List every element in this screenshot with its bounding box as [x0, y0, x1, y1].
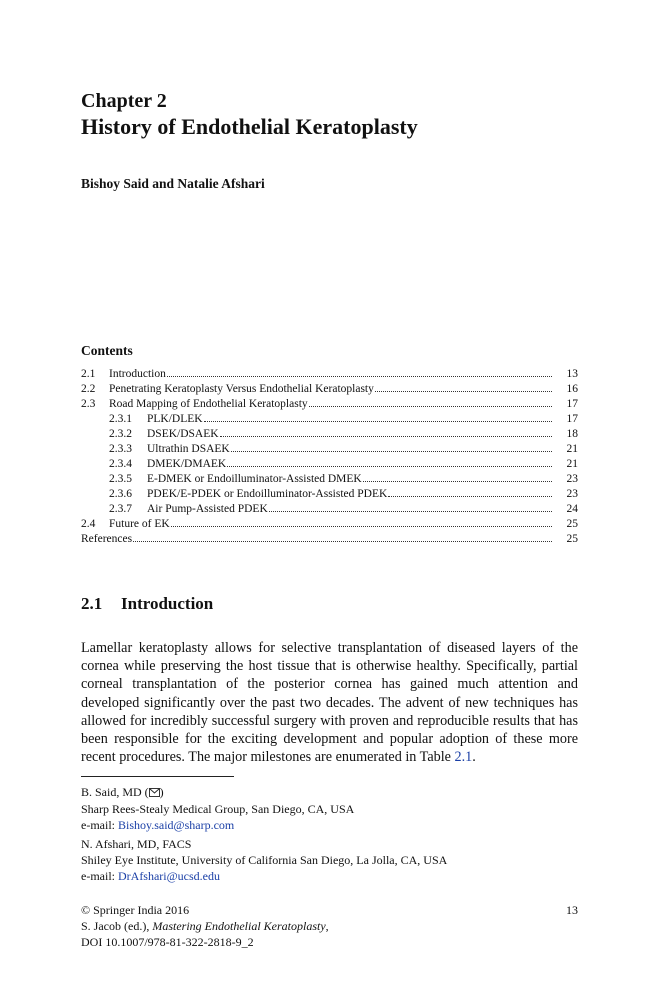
toc-number: 2.3.5: [109, 473, 132, 485]
toc-page: 18: [566, 428, 578, 440]
section-heading: [81, 594, 213, 614]
table-of-contents: [81, 367, 578, 547]
toc-title: Future of EK: [109, 518, 170, 530]
toc-title: References: [81, 533, 133, 545]
toc-number: 2.2: [81, 383, 96, 395]
toc-number: 2.1: [81, 368, 96, 380]
toc-number: 2.3.4: [109, 458, 132, 470]
toc-leader-dots: [269, 511, 552, 512]
toc-title: PLK/DLEK: [147, 413, 203, 425]
toc-title: PDEK/E-PDEK or Endoilluminator-Assisted PDEK: [147, 488, 388, 500]
affiliation-afshari: [81, 836, 447, 884]
chapter-authors: Bishoy Said and Natalie Afshari: [81, 176, 265, 191]
toc-page: 13: [566, 368, 578, 380]
section-number: 2.1: [81, 594, 103, 613]
copyright: © Springer India 2016: [81, 903, 190, 917]
email-label: e-mail:: [81, 869, 118, 883]
toc-number: 2.3.6: [109, 488, 132, 500]
section-title: Introduction: [121, 594, 214, 613]
toc-number: 2.3.2: [109, 428, 132, 440]
paragraph-end: .: [472, 749, 476, 766]
editor: S. Jacob (ed.),: [81, 919, 153, 933]
toc-title: E-DMEK or Endoilluminator-Assisted DMEK: [147, 473, 362, 485]
toc-entry[interactable]: [81, 502, 578, 517]
toc-entry[interactable]: [81, 442, 578, 457]
page-footer: [81, 902, 578, 950]
email-link[interactable]: DrAfshari@ucsd.edu: [117, 869, 221, 883]
book-title: Mastering Endothelial Keratoplasty: [152, 919, 326, 933]
toc-title: DSEK/DSAEK: [147, 428, 219, 440]
table-reference-link[interactable]: 2.1: [454, 749, 473, 766]
author-organization: Shiley Eye Institute, University of California San Diego, La Jolla, CA, USA: [81, 853, 448, 867]
toc-leader-dots: [363, 481, 552, 482]
envelope-icon: [149, 785, 160, 801]
toc-leader-dots: [375, 391, 552, 392]
toc-entry-references[interactable]: [81, 532, 578, 547]
footnote-rule: [81, 776, 234, 777]
toc-leader-dots: [388, 496, 552, 497]
toc-page: 21: [566, 458, 578, 470]
doi: DOI 10.1007/978-81-322-2818-9_2: [81, 935, 254, 949]
toc-number: 2.3.1: [109, 413, 132, 425]
toc-entry[interactable]: [81, 397, 578, 412]
toc-entry[interactable]: [81, 412, 578, 427]
toc-entry[interactable]: [81, 457, 578, 472]
toc-leader-dots: [220, 436, 552, 437]
page-number: 13: [566, 903, 578, 917]
email-label: e-mail:: [81, 818, 118, 832]
toc-page: 17: [566, 398, 578, 410]
toc-page: 23: [566, 488, 578, 500]
toc-leader-dots: [167, 376, 552, 377]
author-name: B. Said, MD (: [81, 785, 149, 799]
toc-number: 2.3.3: [109, 443, 132, 455]
toc-leader-dots: [227, 466, 552, 467]
toc-title: Air Pump-Assisted PDEK: [147, 503, 268, 515]
intro-paragraph: [81, 639, 578, 766]
toc-title: Ultrathin DSAEK: [147, 443, 230, 455]
toc-title: DMEK/DMAEK: [147, 458, 227, 470]
toc-entry[interactable]: [81, 487, 578, 502]
affiliation-said: [81, 784, 354, 833]
contents-heading: Contents: [81, 343, 133, 358]
toc-number: 2.3.7: [109, 503, 132, 515]
toc-leader-dots: [133, 541, 552, 542]
toc-number: 2.4: [81, 518, 96, 530]
toc-entry[interactable]: [81, 472, 578, 487]
email-link[interactable]: Bishoy.said@sharp.com: [117, 818, 235, 832]
toc-page: 23: [566, 473, 578, 485]
toc-page: 16: [566, 383, 578, 395]
chapter-title: History of Endothelial Keratoplasty: [81, 114, 418, 139]
toc-page: 17: [566, 413, 578, 425]
toc-page: 25: [566, 533, 578, 545]
author-name-end: ): [159, 785, 164, 799]
toc-number: 2.3: [81, 398, 96, 410]
toc-entry[interactable]: [81, 367, 578, 382]
toc-entry[interactable]: [81, 517, 578, 532]
toc-page: 25: [566, 518, 578, 530]
toc-title: Road Mapping of Endothelial Keratoplasty: [109, 398, 308, 410]
author-organization: Sharp Rees-Stealy Medical Group, San Diego, CA, USA: [81, 802, 355, 816]
toc-title: Introduction: [109, 368, 166, 380]
toc-page: 24: [566, 503, 578, 515]
chapter-label: Chapter 2: [81, 90, 167, 112]
book-title-end: ,: [325, 919, 329, 933]
toc-entry[interactable]: [81, 427, 578, 442]
toc-leader-dots: [231, 451, 552, 452]
author-name: N. Afshari, MD, FACS: [81, 837, 192, 851]
toc-leader-dots: [171, 526, 552, 527]
toc-leader-dots: [204, 421, 552, 422]
toc-entry[interactable]: [81, 382, 578, 397]
toc-leader-dots: [309, 406, 552, 407]
toc-title: Penetrating Keratoplasty Versus Endothelial Keratoplasty: [109, 383, 374, 395]
paragraph-text: Lamellar keratoplasty allows for selective transplantation of diseased layers of the cornea while preserving the host tissue that is otherwise healthy. Specifically, partial corneal transplantation of the posterior cornea has gained much attention and developed significantly over the past two decades. The advent of new techniques has allowed for incredibly successful surgery with proven and reproducible results that has been responsible for the exciting development and popular adoption of these more recent procedures. The major milestones are enumerated in Table: [81, 640, 578, 766]
toc-page: 21: [566, 443, 578, 455]
